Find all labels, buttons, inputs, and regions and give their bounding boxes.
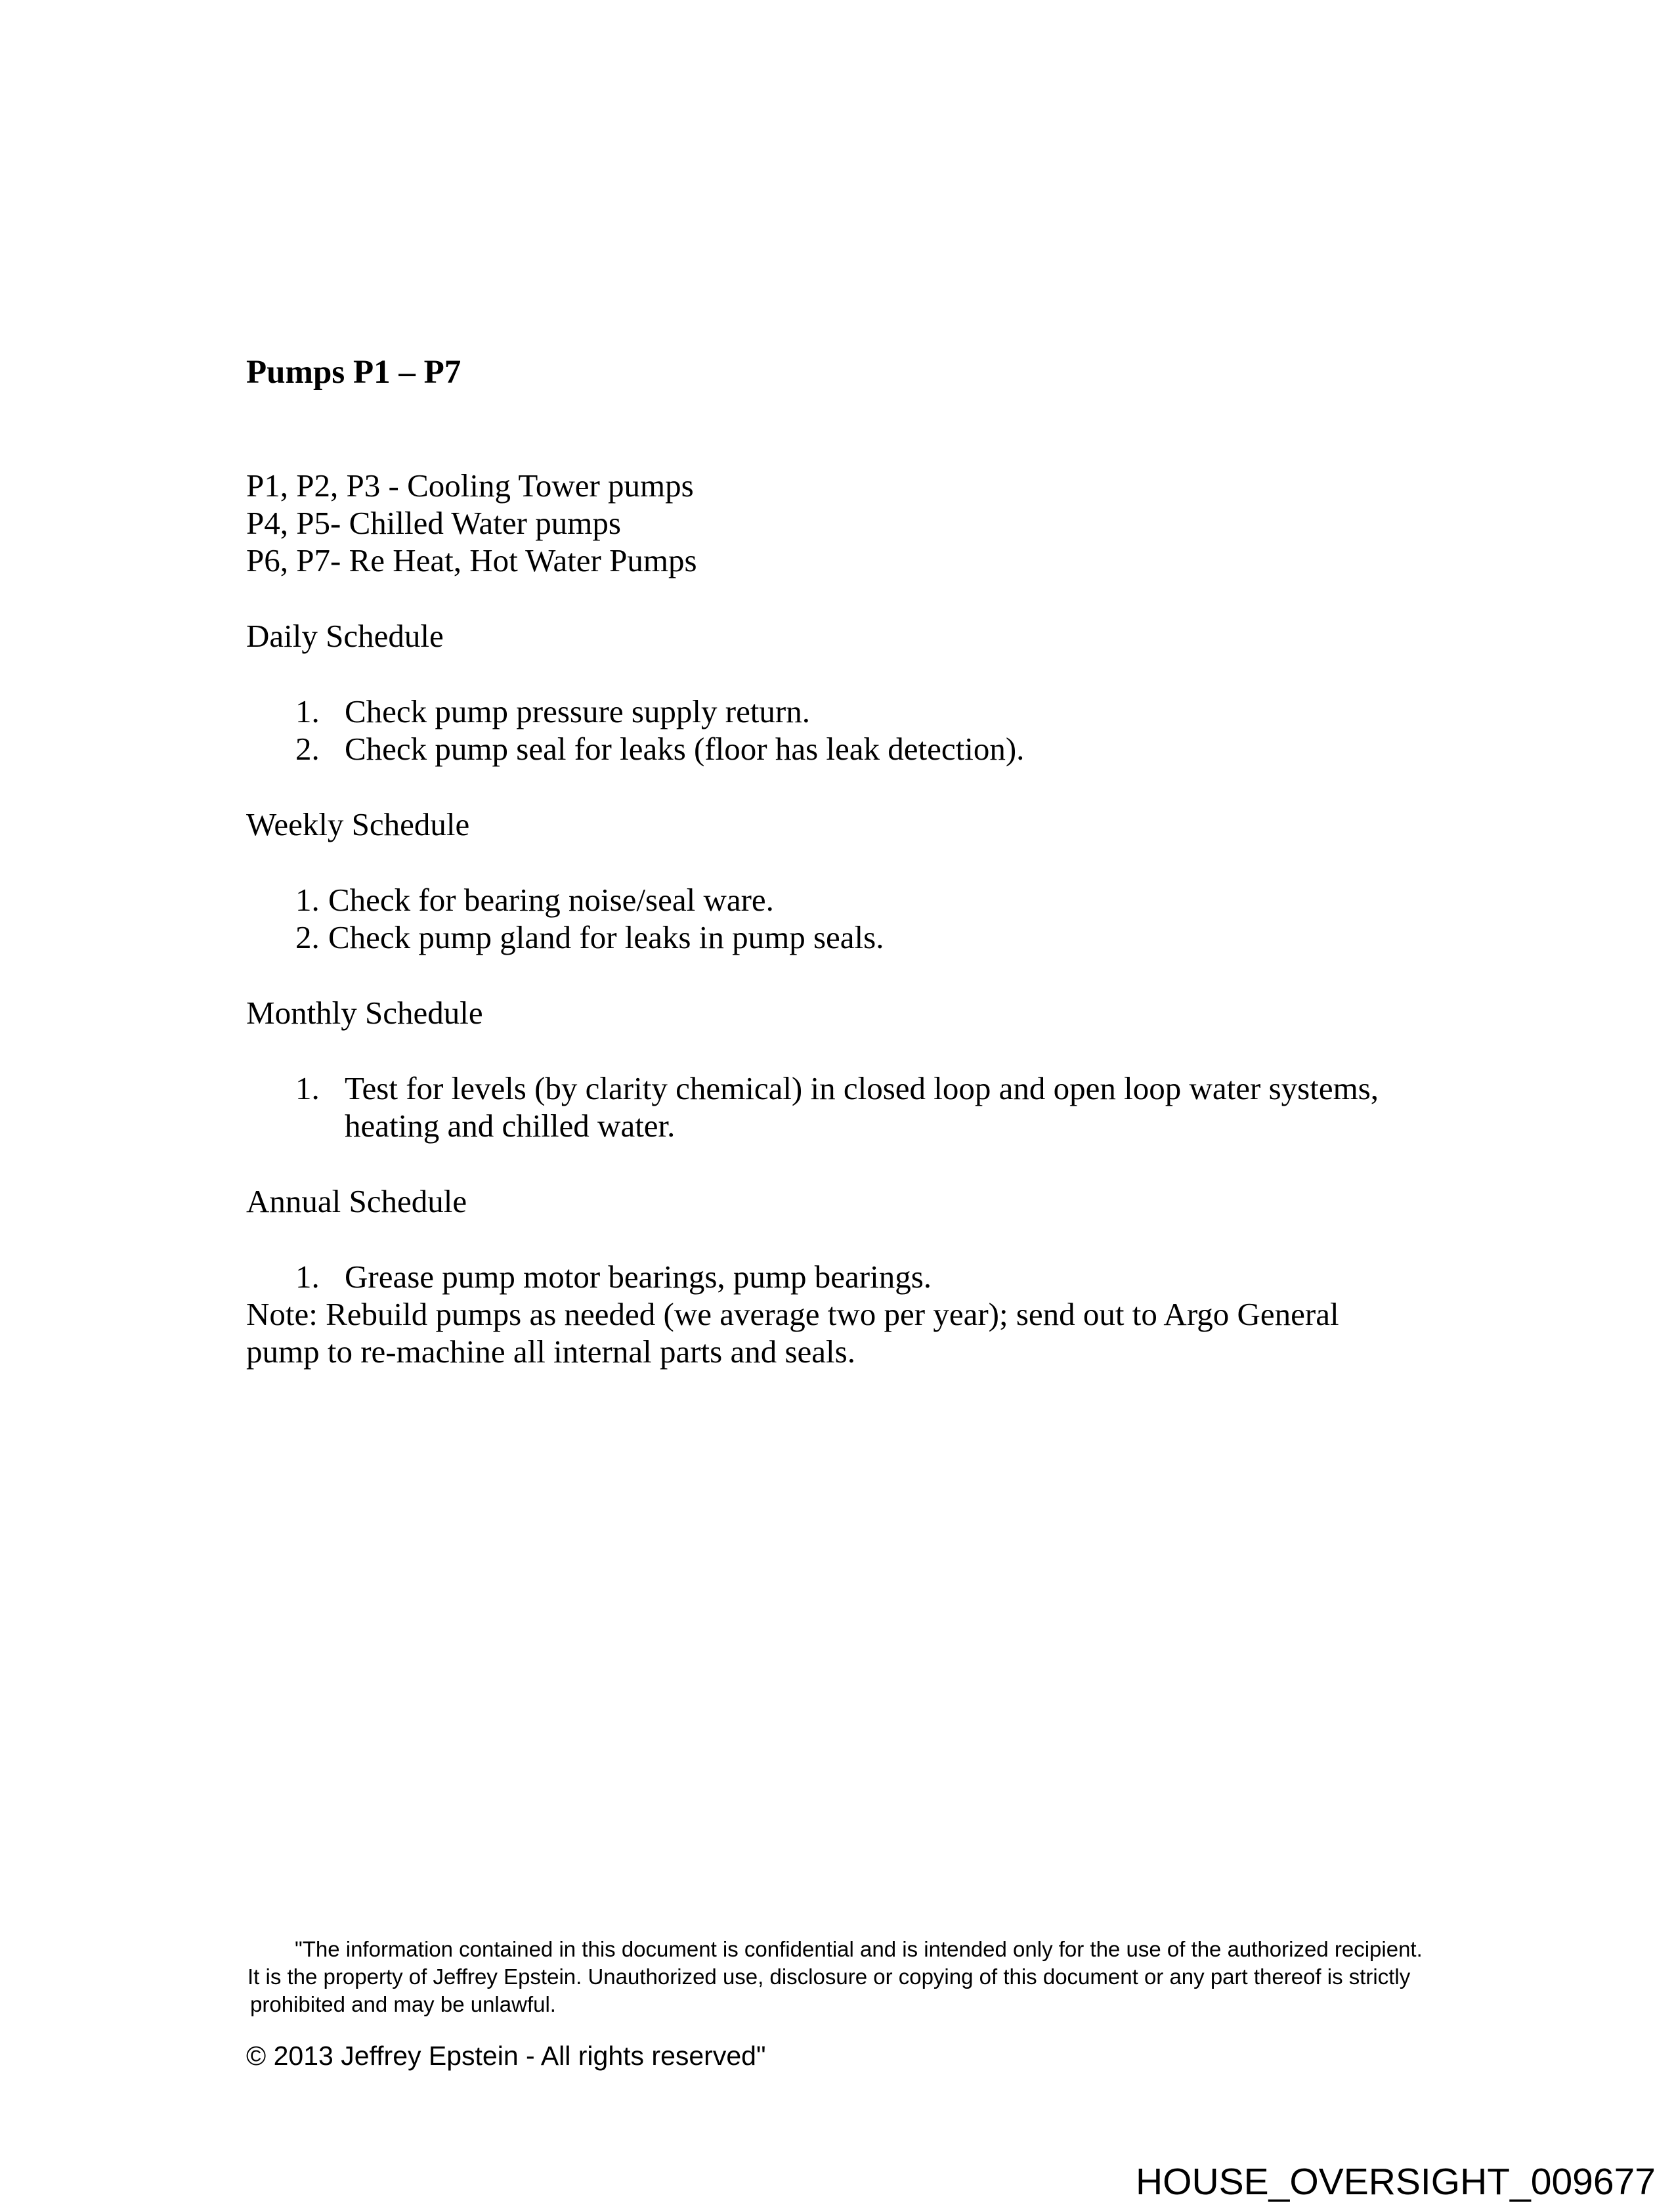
monthly-list: [246, 1070, 1438, 1144]
weekly-list: [246, 881, 1438, 956]
list-item: [246, 1258, 1438, 1295]
annual-list: [246, 1258, 1438, 1370]
item-text: [345, 1070, 1438, 1144]
item-text: Check pump gland for leaks in pump seals.: [328, 919, 884, 955]
copyright-line: © 2013 Jeffrey Epstein - All rights reserved": [246, 2041, 766, 2071]
confidentiality-disclaimer: [247, 1936, 1429, 2018]
note-line: pump to re-machine all internal parts and seals.: [246, 1334, 855, 1370]
intro-line: P1, P2, P3 - Cooling Tower pumps: [246, 467, 694, 504]
list-item: [246, 1070, 1438, 1144]
list-item: [246, 693, 1438, 730]
item-text: Grease pump motor bearings, pump bearings.: [345, 1259, 932, 1295]
note-line: Note: Rebuild pumps as needed (we average two per year); send out to Argo General: [246, 1296, 1339, 1332]
item-number: 2.: [295, 919, 320, 955]
daily-list: [246, 693, 1438, 768]
item-number: 1.: [295, 693, 320, 729]
item-number: 1.: [295, 882, 320, 918]
item-text: Check for bearing noise/seal ware.: [328, 882, 774, 918]
item-text-line: Test for levels (by clarity chemical) in closed loop and open loop water systems,: [345, 1070, 1379, 1106]
item-number: 1.: [295, 1070, 320, 1106]
section-heading-daily: Daily Schedule: [246, 618, 444, 654]
intro-line: P4, P5- Chilled Water pumps: [246, 505, 621, 541]
disclaimer-line: It is the property of Jeffrey Epstein. Unauthorized use, disclosure or copying of this document or any part thereof is strictly: [247, 1964, 1411, 1989]
section-heading-weekly: Weekly Schedule: [246, 806, 470, 842]
section-heading-annual: Annual Schedule: [246, 1183, 467, 1219]
list-item: [246, 919, 1438, 956]
item-text: Check pump seal for leaks (floor has leak detection).: [345, 731, 1025, 767]
pump-descriptions: [246, 467, 1438, 579]
intro-line: P6, P7- Re Heat, Hot Water Pumps: [246, 542, 697, 578]
bates-stamp: HOUSE_OVERSIGHT_009677: [1135, 2161, 1656, 2203]
section-heading-monthly: Monthly Schedule: [246, 995, 483, 1031]
disclaimer-line: "The information contained in this document is confidential and is intended only for the use of the authorized recipient.: [295, 1937, 1423, 1961]
document-title: Pumps P1 – P7: [246, 354, 461, 391]
note-paragraph: [246, 1295, 1438, 1370]
item-text-line: heating and chilled water.: [345, 1108, 676, 1144]
item-number: 1.: [295, 1259, 320, 1295]
list-item: [246, 730, 1438, 768]
item-text: Check pump pressure supply return.: [345, 693, 810, 729]
item-number: 2.: [295, 731, 320, 767]
document-body: [246, 353, 1438, 1370]
list-item: [246, 881, 1438, 919]
disclaimer-line: prohibited and may be unlawful.: [250, 1992, 556, 2016]
